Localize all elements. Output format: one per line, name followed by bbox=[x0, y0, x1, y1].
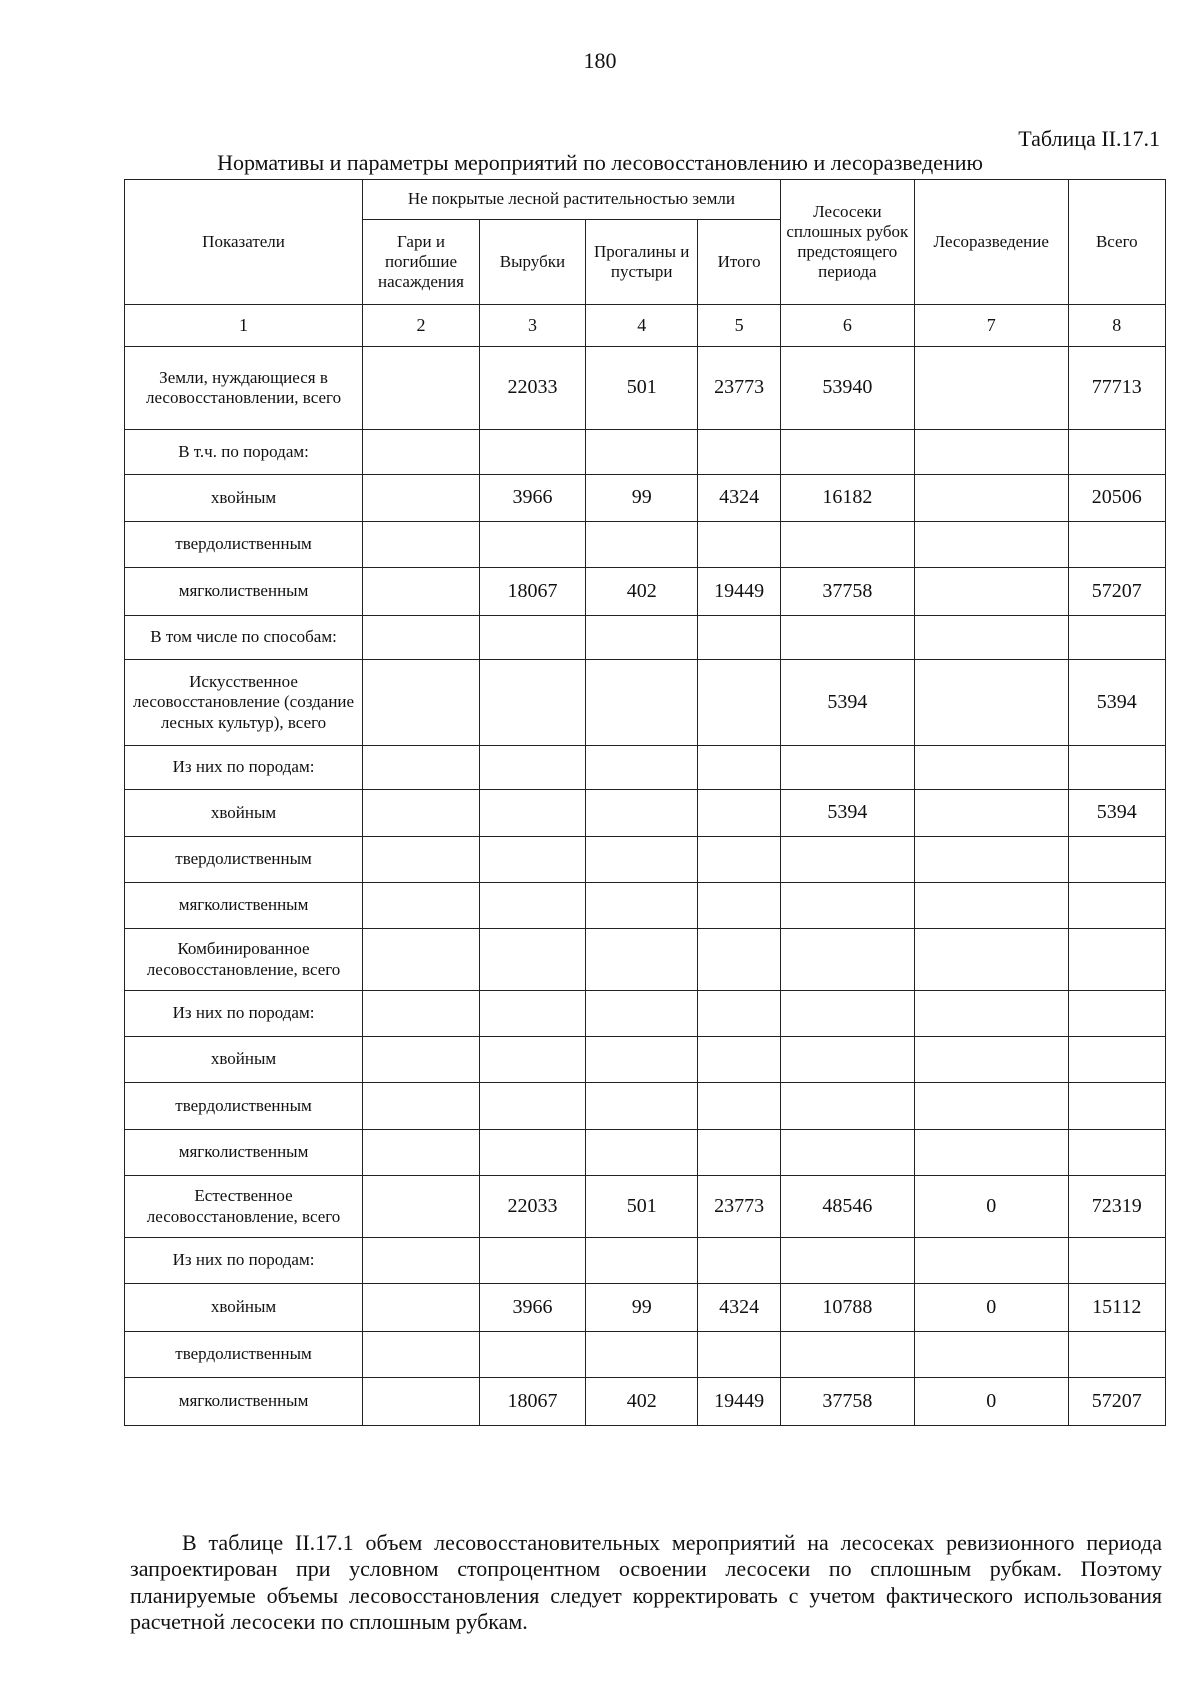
cell-total bbox=[1068, 430, 1165, 475]
table-row bbox=[125, 790, 1166, 837]
cell-cutting-areas bbox=[780, 522, 914, 568]
cell-afforestation bbox=[914, 522, 1068, 568]
cell-total: 57207 bbox=[1068, 1378, 1165, 1426]
column-number: 4 bbox=[585, 305, 698, 347]
cell-afforestation: 0 bbox=[914, 1284, 1068, 1332]
table-row bbox=[125, 1284, 1166, 1332]
cell-glades bbox=[585, 1130, 698, 1176]
table-row bbox=[125, 616, 1166, 660]
cell-total-unforested bbox=[698, 746, 780, 790]
row-label: В т.ч. по породам: bbox=[125, 430, 363, 475]
cell-cutting-areas: 48546 bbox=[780, 1176, 914, 1238]
cell-afforestation bbox=[914, 746, 1068, 790]
row-label: Искусственное лесовосстановление (создание лесных культур), всего bbox=[125, 660, 363, 746]
row-label: твердолиственным bbox=[125, 1083, 363, 1130]
cell-clearcuts bbox=[479, 929, 585, 991]
cell-clearcuts: 22033 bbox=[479, 347, 585, 430]
cell-burned bbox=[363, 746, 480, 790]
cell-glades bbox=[585, 660, 698, 746]
row-label: В том числе по способам: bbox=[125, 616, 363, 660]
cell-cutting-areas: 16182 bbox=[780, 475, 914, 522]
cell-clearcuts: 18067 bbox=[479, 568, 585, 616]
cell-cutting-areas bbox=[780, 991, 914, 1037]
cell-cutting-areas bbox=[780, 746, 914, 790]
cell-cutting-areas: 37758 bbox=[780, 568, 914, 616]
table-row bbox=[125, 660, 1166, 746]
cell-burned bbox=[363, 1284, 480, 1332]
cell-clearcuts bbox=[479, 991, 585, 1037]
cell-afforestation bbox=[914, 1332, 1068, 1378]
cell-total-unforested bbox=[698, 616, 780, 660]
header-clearcuts: Вырубки bbox=[479, 220, 585, 305]
column-number: 8 bbox=[1068, 305, 1165, 347]
cell-afforestation bbox=[914, 568, 1068, 616]
cell-glades bbox=[585, 522, 698, 568]
table-row bbox=[125, 883, 1166, 929]
cell-glades bbox=[585, 1037, 698, 1083]
cell-burned bbox=[363, 430, 480, 475]
cell-cutting-areas bbox=[780, 616, 914, 660]
cell-afforestation bbox=[914, 991, 1068, 1037]
cell-burned bbox=[363, 475, 480, 522]
cell-cutting-areas: 10788 bbox=[780, 1284, 914, 1332]
row-label: Земли, нуждающиеся в лесовосстановлении, всего bbox=[125, 347, 363, 430]
cell-glades bbox=[585, 790, 698, 837]
cell-glades bbox=[585, 1332, 698, 1378]
cell-burned bbox=[363, 1378, 480, 1426]
header-burned: Гари и погибшие насаждения bbox=[363, 220, 480, 305]
cell-clearcuts bbox=[479, 790, 585, 837]
cell-cutting-areas bbox=[780, 883, 914, 929]
cell-clearcuts: 3966 bbox=[479, 475, 585, 522]
cell-total-unforested bbox=[698, 1083, 780, 1130]
cell-clearcuts bbox=[479, 837, 585, 883]
table-row bbox=[125, 837, 1166, 883]
table-row bbox=[125, 1130, 1166, 1176]
cell-afforestation bbox=[914, 883, 1068, 929]
cell-total-unforested: 4324 bbox=[698, 1284, 780, 1332]
header-glades: Прогалины и пустыри bbox=[585, 220, 698, 305]
cell-burned bbox=[363, 1176, 480, 1238]
cell-cutting-areas bbox=[780, 430, 914, 475]
cell-total bbox=[1068, 1083, 1165, 1130]
reforestation-table bbox=[124, 179, 1166, 1426]
cell-total-unforested bbox=[698, 991, 780, 1037]
cell-afforestation bbox=[914, 347, 1068, 430]
cell-afforestation bbox=[914, 929, 1068, 991]
cell-total bbox=[1068, 1130, 1165, 1176]
cell-total bbox=[1068, 837, 1165, 883]
cell-total-unforested bbox=[698, 1037, 780, 1083]
cell-total-unforested bbox=[698, 883, 780, 929]
table-row bbox=[125, 1037, 1166, 1083]
table-title: Нормативы и параметры мероприятий по лесовосстановлению и лесоразведению bbox=[217, 150, 983, 175]
cell-clearcuts: 3966 bbox=[479, 1284, 585, 1332]
column-number-row bbox=[125, 305, 1166, 347]
cell-total bbox=[1068, 1332, 1165, 1378]
cell-total: 77713 bbox=[1068, 347, 1165, 430]
cell-burned bbox=[363, 1332, 480, 1378]
cell-burned bbox=[363, 991, 480, 1037]
cell-afforestation bbox=[914, 616, 1068, 660]
cell-afforestation bbox=[914, 1037, 1068, 1083]
cell-total: 20506 bbox=[1068, 475, 1165, 522]
cell-total-unforested bbox=[698, 1130, 780, 1176]
table-row bbox=[125, 929, 1166, 991]
cell-clearcuts bbox=[479, 430, 585, 475]
cell-afforestation bbox=[914, 790, 1068, 837]
table-row bbox=[125, 430, 1166, 475]
row-label: Из них по породам: bbox=[125, 991, 363, 1037]
cell-total: 72319 bbox=[1068, 1176, 1165, 1238]
cell-burned bbox=[363, 660, 480, 746]
footnote-paragraph: В таблице II.17.1 объем лесовосстановительных мероприятий на лесосеках ревизионного периода запроектирован при условном стопроцентном освоении лесосеки по сплошным рубкам. Поэтому планируемые объемы лесовосстановления следует корректировать с учетом фактического использования расчетной лесосеки по сплошным рубкам. bbox=[130, 1530, 1162, 1635]
table-row bbox=[125, 1332, 1166, 1378]
cell-total-unforested bbox=[698, 1238, 780, 1284]
cell-cutting-areas bbox=[780, 1083, 914, 1130]
row-label: хвойным bbox=[125, 475, 363, 522]
header-total-unforested: Итого bbox=[698, 220, 780, 305]
cell-total-unforested: 4324 bbox=[698, 475, 780, 522]
cell-clearcuts bbox=[479, 1037, 585, 1083]
cell-afforestation bbox=[914, 1130, 1068, 1176]
cell-clearcuts bbox=[479, 616, 585, 660]
cell-glades bbox=[585, 746, 698, 790]
cell-afforestation bbox=[914, 837, 1068, 883]
cell-burned bbox=[363, 522, 480, 568]
cell-total bbox=[1068, 746, 1165, 790]
row-label: мягколиственным bbox=[125, 1378, 363, 1426]
cell-clearcuts bbox=[479, 883, 585, 929]
cell-clearcuts bbox=[479, 1238, 585, 1284]
cell-total: 15112 bbox=[1068, 1284, 1165, 1332]
cell-glades: 99 bbox=[585, 1284, 698, 1332]
cell-glades bbox=[585, 616, 698, 660]
cell-total-unforested bbox=[698, 430, 780, 475]
cell-burned bbox=[363, 616, 480, 660]
cell-total-unforested bbox=[698, 929, 780, 991]
table-row bbox=[125, 991, 1166, 1037]
column-number: 1 bbox=[125, 305, 363, 347]
cell-clearcuts bbox=[479, 660, 585, 746]
row-label: хвойным bbox=[125, 1284, 363, 1332]
table-row bbox=[125, 1083, 1166, 1130]
row-label: мягколиственным bbox=[125, 883, 363, 929]
cell-glades bbox=[585, 1083, 698, 1130]
cell-total-unforested bbox=[698, 660, 780, 746]
cell-clearcuts bbox=[479, 1083, 585, 1130]
cell-glades bbox=[585, 883, 698, 929]
cell-cutting-areas bbox=[780, 1037, 914, 1083]
cell-burned bbox=[363, 568, 480, 616]
cell-clearcuts bbox=[479, 746, 585, 790]
cell-clearcuts: 18067 bbox=[479, 1378, 585, 1426]
cell-glades: 501 bbox=[585, 347, 698, 430]
table-row bbox=[125, 1238, 1166, 1284]
table-label: Таблица II.17.1 bbox=[1018, 126, 1160, 151]
row-label: Естественное лесовосстановление, всего bbox=[125, 1176, 363, 1238]
header-afforestation: Лесоразведение bbox=[914, 180, 1068, 305]
cell-cutting-areas bbox=[780, 837, 914, 883]
row-label: мягколиственным bbox=[125, 568, 363, 616]
row-label: твердолиственным bbox=[125, 837, 363, 883]
cell-cutting-areas: 5394 bbox=[780, 660, 914, 746]
header-cutting-areas: Лесосеки сплошных рубок предстоящего периода bbox=[780, 180, 914, 305]
cell-total-unforested: 23773 bbox=[698, 1176, 780, 1238]
cell-glades: 402 bbox=[585, 1378, 698, 1426]
row-label: Комбинированное лесовосстановление, всего bbox=[125, 929, 363, 991]
row-label: хвойным bbox=[125, 790, 363, 837]
header-unforested-lands: Не покрытые лесной растительностью земли bbox=[363, 180, 781, 220]
row-label: мягколиственным bbox=[125, 1130, 363, 1176]
cell-clearcuts bbox=[479, 522, 585, 568]
cell-cutting-areas: 37758 bbox=[780, 1378, 914, 1426]
cell-total-unforested bbox=[698, 790, 780, 837]
cell-total bbox=[1068, 1037, 1165, 1083]
column-number: 7 bbox=[914, 305, 1068, 347]
cell-total bbox=[1068, 1238, 1165, 1284]
cell-cutting-areas bbox=[780, 1332, 914, 1378]
row-label: твердолиственным bbox=[125, 522, 363, 568]
row-label: твердолиственным bbox=[125, 1332, 363, 1378]
cell-afforestation bbox=[914, 1083, 1068, 1130]
cell-glades: 99 bbox=[585, 475, 698, 522]
cell-total bbox=[1068, 991, 1165, 1037]
cell-clearcuts bbox=[479, 1130, 585, 1176]
cell-afforestation bbox=[914, 475, 1068, 522]
cell-afforestation bbox=[914, 1238, 1068, 1284]
table-row bbox=[125, 475, 1166, 522]
header-indicators: Показатели bbox=[125, 180, 363, 305]
row-label: хвойным bbox=[125, 1037, 363, 1083]
cell-total-unforested bbox=[698, 522, 780, 568]
cell-cutting-areas: 5394 bbox=[780, 790, 914, 837]
cell-total bbox=[1068, 616, 1165, 660]
cell-glades bbox=[585, 991, 698, 1037]
cell-glades bbox=[585, 837, 698, 883]
cell-total-unforested: 19449 bbox=[698, 568, 780, 616]
cell-cutting-areas bbox=[780, 929, 914, 991]
cell-glades bbox=[585, 1238, 698, 1284]
cell-burned bbox=[363, 929, 480, 991]
cell-glades: 402 bbox=[585, 568, 698, 616]
cell-afforestation: 0 bbox=[914, 1378, 1068, 1426]
row-label: Из них по породам: bbox=[125, 746, 363, 790]
table-row bbox=[125, 1176, 1166, 1238]
cell-cutting-areas: 53940 bbox=[780, 347, 914, 430]
column-number: 2 bbox=[363, 305, 480, 347]
cell-burned bbox=[363, 790, 480, 837]
cell-afforestation: 0 bbox=[914, 1176, 1068, 1238]
cell-glades bbox=[585, 929, 698, 991]
cell-total bbox=[1068, 522, 1165, 568]
cell-clearcuts bbox=[479, 1332, 585, 1378]
cell-afforestation bbox=[914, 430, 1068, 475]
column-number: 6 bbox=[780, 305, 914, 347]
column-number: 3 bbox=[479, 305, 585, 347]
cell-glades: 501 bbox=[585, 1176, 698, 1238]
column-number: 5 bbox=[698, 305, 780, 347]
cell-cutting-areas bbox=[780, 1130, 914, 1176]
table-row bbox=[125, 347, 1166, 430]
cell-total bbox=[1068, 929, 1165, 991]
cell-afforestation bbox=[914, 660, 1068, 746]
row-label: Из них по породам: bbox=[125, 1238, 363, 1284]
header-total: Всего bbox=[1068, 180, 1165, 305]
cell-total-unforested: 19449 bbox=[698, 1378, 780, 1426]
cell-total-unforested: 23773 bbox=[698, 347, 780, 430]
cell-total: 5394 bbox=[1068, 660, 1165, 746]
table-row bbox=[125, 568, 1166, 616]
cell-total-unforested bbox=[698, 837, 780, 883]
cell-total bbox=[1068, 883, 1165, 929]
cell-cutting-areas bbox=[780, 1238, 914, 1284]
cell-burned bbox=[363, 1130, 480, 1176]
cell-total-unforested bbox=[698, 1332, 780, 1378]
cell-burned bbox=[363, 1037, 480, 1083]
cell-clearcuts: 22033 bbox=[479, 1176, 585, 1238]
cell-burned bbox=[363, 1083, 480, 1130]
cell-burned bbox=[363, 347, 480, 430]
cell-burned bbox=[363, 1238, 480, 1284]
page-number: 180 bbox=[583, 48, 617, 73]
cell-burned bbox=[363, 883, 480, 929]
table-row bbox=[125, 746, 1166, 790]
cell-burned bbox=[363, 837, 480, 883]
table-row bbox=[125, 522, 1166, 568]
cell-total: 57207 bbox=[1068, 568, 1165, 616]
cell-glades bbox=[585, 430, 698, 475]
table-row bbox=[125, 1378, 1166, 1426]
cell-total: 5394 bbox=[1068, 790, 1165, 837]
